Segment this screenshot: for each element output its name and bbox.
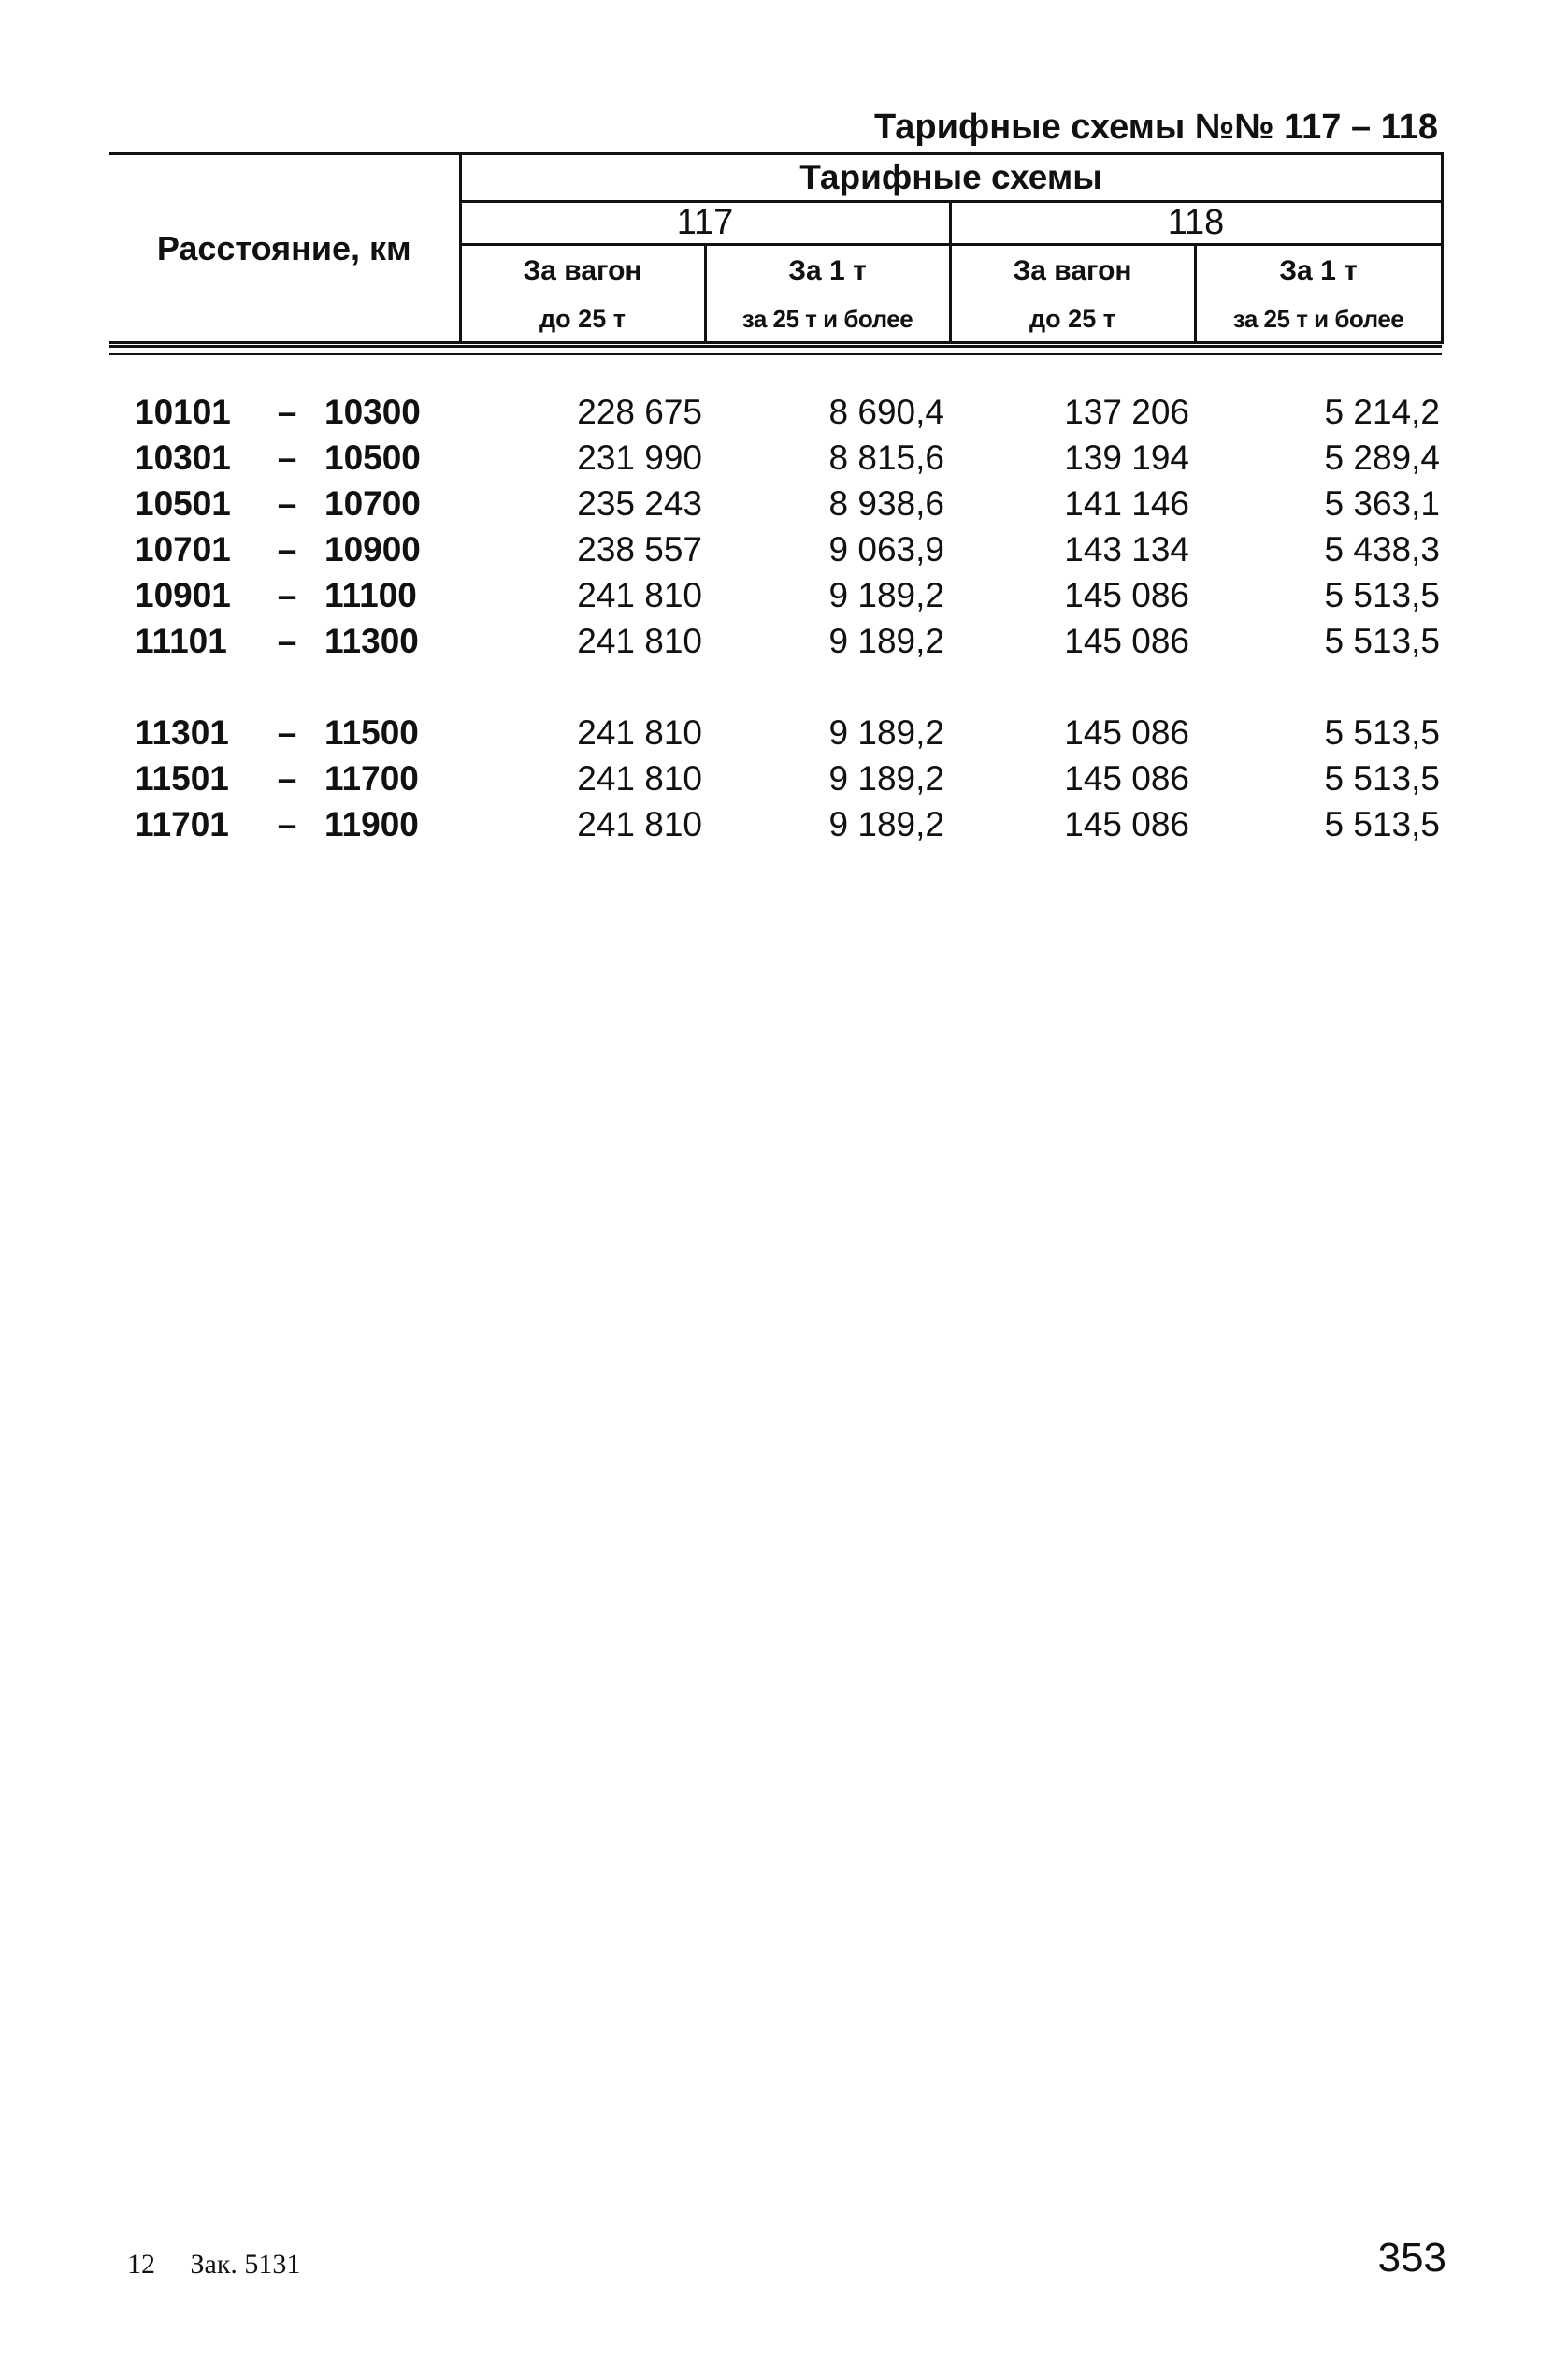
cell-118-wagon: 139 194 xyxy=(1064,439,1189,477)
scheme-117-ton-subheader: за 25 т и более xyxy=(705,296,950,343)
distance-to: 10500 xyxy=(324,439,421,477)
table-row xyxy=(109,710,1442,756)
distance-column-header: Расстояние, км xyxy=(109,154,460,343)
cell-118-ton: 5 513,5 xyxy=(1324,805,1440,843)
footer-print-info xyxy=(127,2248,300,2281)
page-number: 353 xyxy=(1377,2235,1446,2281)
sheet-number: 12 xyxy=(127,2249,155,2280)
distance-to: 11500 xyxy=(324,713,419,752)
cell-117-ton: 8 815,6 xyxy=(828,439,944,477)
cell-118-ton: 5 438,3 xyxy=(1324,530,1440,569)
range-dash: – xyxy=(277,759,297,798)
cell-118-wagon: 145 086 xyxy=(1064,622,1189,660)
range-dash: – xyxy=(277,484,297,523)
table-row xyxy=(109,389,1442,435)
cell-117-wagon: 241 810 xyxy=(577,713,702,752)
table-row xyxy=(109,572,1442,618)
range-dash: – xyxy=(277,713,297,752)
cell-117-ton: 8 690,4 xyxy=(828,393,944,431)
scheme-118-header: 118 xyxy=(950,202,1442,245)
cell-118-ton: 5 363,1 xyxy=(1324,484,1440,523)
range-dash: – xyxy=(277,805,297,843)
scheme-117-ton-header: За 1 т xyxy=(705,245,950,297)
table-row xyxy=(109,618,1442,664)
distance-to: 10900 xyxy=(324,530,421,569)
distance-to: 11100 xyxy=(324,576,417,614)
cell-117-wagon: 231 990 xyxy=(577,439,702,477)
range-dash: – xyxy=(277,576,297,614)
scheme-118-wagon-subheader: до 25 т xyxy=(950,296,1195,343)
distance-from: 11101 xyxy=(135,622,227,660)
cell-118-wagon: 145 086 xyxy=(1064,713,1189,752)
page-title: Тарифные схемы №№ 117 – 118 xyxy=(873,108,1438,147)
table-row xyxy=(109,526,1442,572)
table-row xyxy=(109,756,1442,801)
cell-117-wagon: 241 810 xyxy=(577,576,702,614)
distance-from: 10701 xyxy=(135,530,231,569)
order-number: Зак. 5131 xyxy=(190,2249,301,2280)
cell-118-wagon: 141 146 xyxy=(1064,484,1189,523)
cell-118-ton: 5 513,5 xyxy=(1324,622,1440,660)
cell-118-ton: 5 214,2 xyxy=(1324,393,1440,431)
distance-to: 10700 xyxy=(324,484,421,523)
cell-118-wagon: 137 206 xyxy=(1064,393,1189,431)
cell-117-wagon: 238 557 xyxy=(577,530,702,569)
tariff-schemes-group-header: Тарифные схемы xyxy=(460,154,1442,202)
cell-117-ton: 9 189,2 xyxy=(828,805,944,843)
cell-118-ton: 5 513,5 xyxy=(1324,713,1440,752)
table-row xyxy=(109,481,1442,526)
cell-117-wagon: 228 675 xyxy=(577,393,702,431)
cell-117-wagon: 241 810 xyxy=(577,805,702,843)
cell-118-ton: 5 513,5 xyxy=(1324,576,1440,614)
cell-118-wagon: 145 086 xyxy=(1064,805,1189,843)
cell-117-ton: 9 189,2 xyxy=(828,759,944,798)
tariff-rows xyxy=(109,389,1442,847)
cell-117-wagon: 241 810 xyxy=(577,622,702,660)
cell-117-ton: 9 189,2 xyxy=(828,713,944,752)
distance-from: 11501 xyxy=(135,759,229,798)
cell-117-ton: 8 938,6 xyxy=(828,484,944,523)
cell-118-ton: 5 513,5 xyxy=(1324,759,1440,798)
table-row xyxy=(109,435,1442,481)
cell-118-ton: 5 289,4 xyxy=(1324,439,1440,477)
scheme-117-wagon-header: За вагон xyxy=(460,245,705,297)
header-bottom-rule-second xyxy=(109,353,1442,355)
scheme-118-wagon-header: За вагон xyxy=(950,245,1195,297)
scheme-118-ton-subheader: за 25 т и более xyxy=(1195,296,1442,343)
distance-to: 11900 xyxy=(324,805,419,843)
tariff-header-table xyxy=(109,152,1444,344)
cell-117-ton: 9 189,2 xyxy=(828,576,944,614)
range-dash: – xyxy=(277,393,297,431)
row-group-spacer xyxy=(109,664,1442,710)
header-bottom-rule xyxy=(109,345,1442,348)
cell-118-wagon: 143 134 xyxy=(1064,530,1189,569)
cell-117-ton: 9 063,9 xyxy=(828,530,944,569)
range-dash: – xyxy=(277,622,297,660)
cell-117-wagon: 235 243 xyxy=(577,484,702,523)
table-row xyxy=(109,801,1442,847)
distance-from: 10101 xyxy=(135,393,231,431)
distance-from: 10501 xyxy=(135,484,231,523)
distance-from: 10901 xyxy=(135,576,231,614)
distance-from: 11301 xyxy=(135,713,229,752)
distance-to: 11700 xyxy=(324,759,419,798)
distance-from: 11701 xyxy=(135,805,229,843)
cell-117-wagon: 241 810 xyxy=(577,759,702,798)
scheme-117-wagon-subheader: до 25 т xyxy=(460,296,705,343)
distance-to: 11300 xyxy=(324,622,419,660)
cell-117-ton: 9 189,2 xyxy=(828,622,944,660)
distance-from: 10301 xyxy=(135,439,231,477)
scheme-117-header: 117 xyxy=(460,202,950,245)
cell-118-wagon: 145 086 xyxy=(1064,576,1189,614)
cell-118-wagon: 145 086 xyxy=(1064,759,1189,798)
distance-to: 10300 xyxy=(324,393,421,431)
range-dash: – xyxy=(277,439,297,477)
scheme-118-ton-header: За 1 т xyxy=(1195,245,1442,297)
range-dash: – xyxy=(277,530,297,569)
